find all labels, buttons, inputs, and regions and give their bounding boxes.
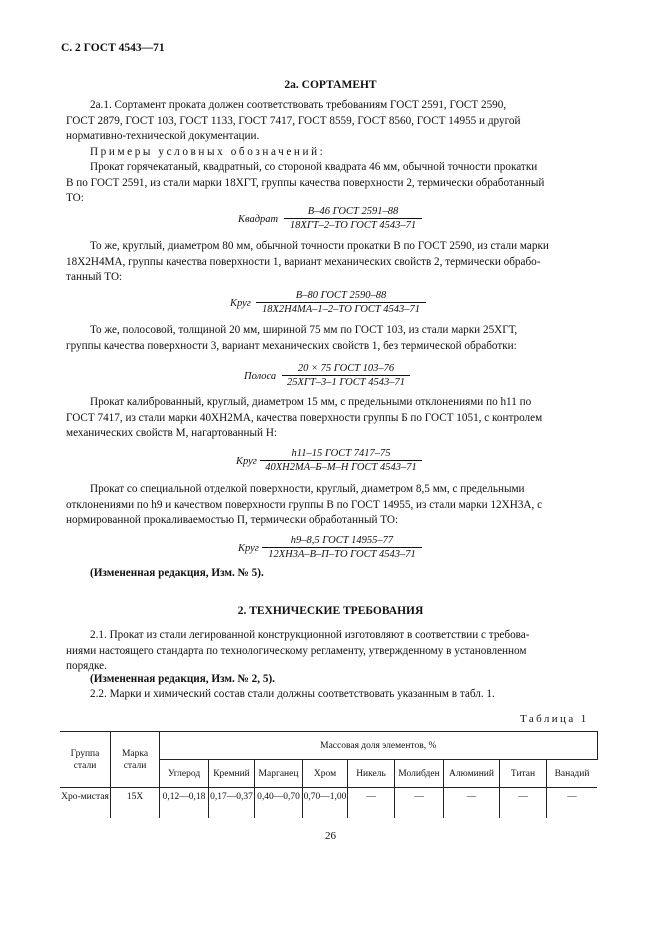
text-line: Прокат горячекатаный, квадратный, со стороной квадрата 46 мм, обычной точности прокатки bbox=[90, 161, 538, 173]
formula-denominator: 18ХГТ–2–ТО ГОСТ 4543–71 bbox=[289, 220, 417, 231]
text-line: Примеры условных обозначений: bbox=[90, 146, 326, 158]
formula-numerator: 20 × 75 ГОСТ 103–76 bbox=[297, 363, 395, 374]
examples-label bbox=[66, 145, 600, 161]
formula-word: Квадрат bbox=[238, 214, 279, 225]
text-line: ГОСТ 2879, ГОСТ 103, ГОСТ 1133, ГОСТ 7417, ГОСТ 8559, ГОСТ 8560, ГОСТ 14955 и другой bbox=[66, 114, 521, 127]
text-line: ниями настоящего стандарта по технологическому регламенту, утвержденному в установленном bbox=[66, 644, 527, 657]
table-1 bbox=[60, 731, 598, 818]
col-header-element: Кремний bbox=[209, 760, 255, 788]
edition-note-2 bbox=[66, 672, 600, 688]
formula-denominator: 40ХН2МА–Б–М–Н ГОСТ 4543–71 bbox=[265, 462, 417, 473]
page-header: С. 2 ГОСТ 4543—71 bbox=[61, 42, 165, 54]
col-header-element: Алюминий bbox=[444, 760, 500, 788]
text-line: 2а.1. Сортамент проката должен соответствовать требованиям ГОСТ 2591, ГОСТ 2590, bbox=[90, 99, 507, 111]
cell-value: 0,40—0,70 bbox=[255, 788, 303, 818]
text-line: нормативно-технической документации. bbox=[66, 130, 260, 143]
example-3-text bbox=[66, 323, 600, 354]
col-header-element: Молибден bbox=[395, 760, 444, 788]
table-caption: Таблица 1 bbox=[520, 713, 589, 725]
text-line: нормированной прокаливаемостью П, термически обработанный ТО: bbox=[66, 514, 399, 527]
col-header-element: Титан bbox=[500, 760, 547, 788]
formula-denominator: 18Х2Н4МА–1–2–ТО ГОСТ 4543–71 bbox=[261, 304, 421, 315]
formula-word: Полоса bbox=[244, 371, 277, 382]
formula-denominator: 12ХН3А–В–П–ТО ГОСТ 4543–71 bbox=[268, 549, 416, 560]
example-2-text bbox=[66, 239, 600, 286]
cell-value: 0,17—0,37 bbox=[209, 788, 255, 818]
example-5-text bbox=[66, 482, 600, 529]
formula-word: Круг bbox=[236, 456, 257, 467]
text-line: (Измененная редакция, Изм. № 2, 5). bbox=[90, 673, 275, 685]
paragraph-2-2 bbox=[66, 687, 600, 703]
cell-value: — bbox=[444, 788, 500, 818]
formula-3 bbox=[244, 361, 414, 389]
formula-denominator: 25ХГТ–3–1 ГОСТ 4543–71 bbox=[287, 377, 405, 388]
formula-numerator: h9–8,5 ГОСТ 14955–77 bbox=[290, 535, 394, 546]
text-line: (Измененная редакция, Изм. № 5). bbox=[90, 567, 264, 579]
cell-value: — bbox=[547, 788, 598, 818]
page-number: 26 bbox=[325, 830, 336, 842]
formula-5 bbox=[238, 533, 428, 561]
section-2-title: 2. ТЕХНИЧЕСКИЕ ТРЕБОВАНИЯ bbox=[237, 605, 424, 617]
col-header-element: Углерод bbox=[160, 760, 209, 788]
col-header-element: Никель bbox=[348, 760, 395, 788]
text-line: Прокат калиброванный, круглый, диаметром 15 мм, с предельными отклонениями по h11 по bbox=[90, 396, 532, 408]
text-line: 18Х2Н4МА, группы качества поверхности 1, вариант механических свойств 2, термически обрабо- bbox=[66, 255, 541, 268]
formula-1 bbox=[238, 204, 428, 232]
text-line: Прокат со специальной отделкой поверхности, круглый, диаметром 8,5 мм, с предельными bbox=[90, 483, 525, 495]
paragraph-2a1 bbox=[66, 98, 600, 145]
text-line: порядке. bbox=[66, 660, 107, 673]
col-header-group: Группа стали bbox=[60, 732, 111, 788]
text-line: отклонениями по h9 и качеством поверхности группы В по ГОСТ 14955, из стали марки 12ХН3А, с bbox=[66, 498, 543, 511]
text-line: танный ТО: bbox=[66, 271, 123, 284]
formula-numerator: В–46 ГОСТ 2591–88 bbox=[307, 206, 399, 217]
formula-2 bbox=[230, 288, 430, 316]
formula-4 bbox=[236, 446, 426, 474]
cell-value: 0,70—1,00 bbox=[303, 788, 348, 818]
text-line: группы качества поверхности 3, вариант механических свойств 1, без термической обработки: bbox=[66, 339, 517, 352]
col-header-mass-fraction: Массовая доля элементов, % bbox=[160, 732, 598, 760]
text-line: 2.1. Прокат из стали легированной конструкционной изготовляют в соответствии с требова- bbox=[90, 629, 530, 641]
text-line: То же, полосовой, толщиной 20 мм, шириной 75 мм по ГОСТ 103, из стали марки 25ХГТ, bbox=[90, 324, 518, 336]
text-line: В по ГОСТ 2591, из стали марки 18ХГТ, группы качества поверхности 2, термически обработанный bbox=[66, 176, 545, 189]
formula-word: Круг bbox=[238, 543, 259, 554]
paragraph-2-1 bbox=[66, 628, 600, 675]
cell-value: — bbox=[500, 788, 547, 818]
formula-numerator: h11–15 ГОСТ 7417–75 bbox=[291, 448, 391, 459]
cell-group: Хро-мистая bbox=[60, 788, 111, 818]
col-header-grade: Марка стали bbox=[111, 732, 160, 788]
cell-value: — bbox=[348, 788, 395, 818]
cell-grade: 15Х bbox=[111, 788, 160, 818]
col-header-element: Ванадий bbox=[547, 760, 598, 788]
formula-word: Круг bbox=[230, 298, 251, 309]
formula-numerator: В–80 ГОСТ 2590–88 bbox=[295, 290, 387, 301]
col-header-element: Хром bbox=[303, 760, 348, 788]
text-line: механических свойств М, нагартованный Н: bbox=[66, 427, 278, 440]
edition-note-2a bbox=[66, 566, 600, 582]
text-line: ГОСТ 7417, из стали марки 40ХН2МА, качества поверхности группы Б по ГОСТ 1051, с контролем bbox=[66, 411, 543, 424]
text-line: 2.2. Марки и химический состав стали должны соответствовать указанным в табл. 1. bbox=[90, 688, 495, 700]
section-2a-title: 2а. СОРТАМЕНТ bbox=[284, 79, 377, 91]
table-row bbox=[60, 788, 597, 818]
text-line: ТО: bbox=[66, 192, 84, 205]
col-header-element: Марганец bbox=[255, 760, 303, 788]
example-1-text bbox=[66, 160, 600, 207]
cell-value: — bbox=[395, 788, 444, 818]
example-4-text bbox=[66, 395, 600, 442]
cell-value: 0,12—0,18 bbox=[160, 788, 209, 818]
text-line: То же, круглый, диаметром 80 мм, обычной точности прокатки В по ГОСТ 2590, из стали марки bbox=[90, 240, 549, 252]
